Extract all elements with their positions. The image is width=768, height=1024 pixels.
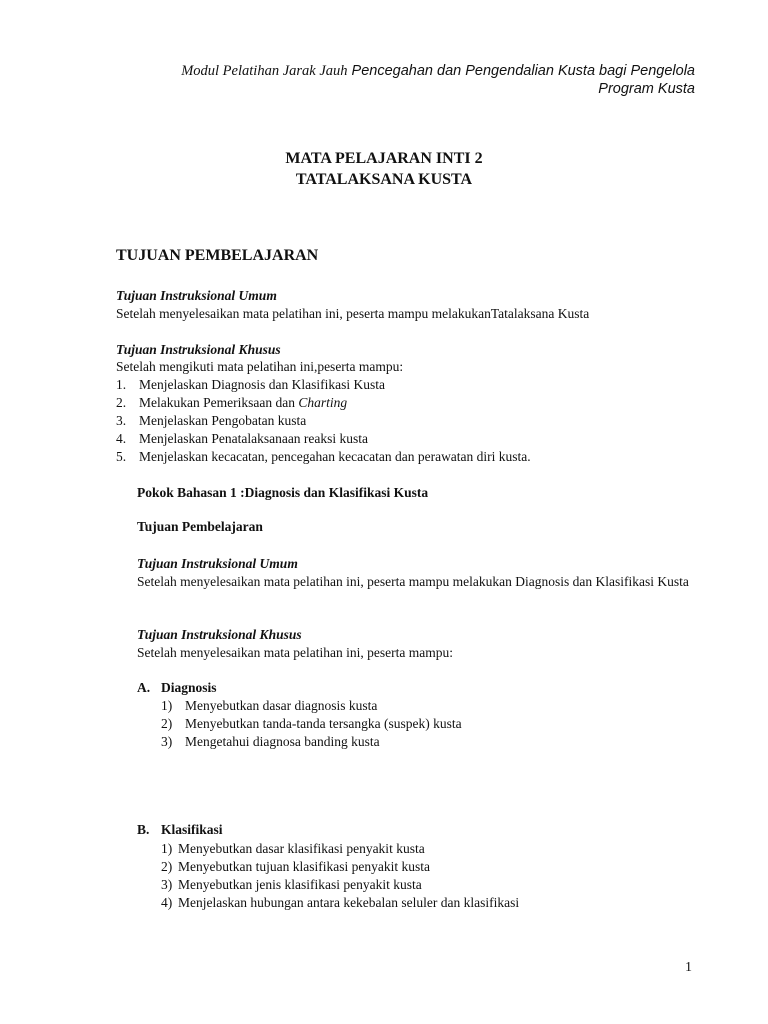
list-item [161,858,519,876]
pokok-umum-heading: Tujuan Instruksional Umum [137,556,298,571]
tujuan-heading: TUJUAN PEMBELAJARAN [116,247,319,264]
section-b-letter: B. [137,822,150,837]
list-item [116,394,531,412]
item-text: Menyebutkan tanda-tanda tersangka (suspek) kusta [185,716,462,731]
item-number: 1) [161,841,173,856]
running-header [95,62,695,98]
list-item [116,376,531,394]
list-item [161,840,519,858]
item-text: Menyebutkan jenis klasifikasi penyakit kusta [178,877,422,892]
list-item [116,412,531,430]
item-number: 5. [116,449,127,464]
list-item [161,697,462,715]
list-item [161,733,462,751]
item-number: 2) [161,859,173,874]
item-number: 3) [161,877,173,892]
list-item [116,448,531,466]
title-line1: MATA PELAJARAN INTI 2 [285,150,483,167]
item-number: 1. [116,377,127,392]
section-a-heading [137,680,217,696]
item-text: Menjelaskan kecacatan, pencegahan kecacatan dan perawatan diri kusta. [139,449,531,464]
item-text: Menyebutkan tujuan klasifikasi penyakit kusta [178,859,430,874]
item-text: Mengetahui diagnosa banding kusta [185,734,380,749]
pokok-tujuan-heading: Tujuan Pembelajaran [137,519,263,534]
tujuan-khusus-intro: Setelah mengikuti mata pelatihan ini,peserta mampu: [116,359,404,374]
item-text: Melakukan Pemeriksaan dan [139,395,299,410]
pokok-khusus-heading: Tujuan Instruksional Khusus [137,627,302,642]
item-number: 2. [116,395,127,410]
section-b-heading [137,822,223,838]
item-text: Menyebutkan dasar klasifikasi penyakit kusta [178,841,425,856]
pokok-umum-text: Setelah menyelesaikan mata pelatihan ini, peserta mampu melakukan Diagnosis dan Klasifikasi Kusta [137,574,689,589]
section-a-list [161,697,462,751]
tujuan-khusus-list [116,376,531,466]
item-number: 3. [116,413,127,428]
item-text: Menyebutkan dasar diagnosis kusta [185,698,378,713]
tujuan-khusus-heading: Tujuan Instruksional Khusus [116,342,281,357]
pokok-bahasan-heading: Pokok Bahasan 1 :Diagnosis dan Klasifikasi Kusta [137,485,429,500]
page-number: 1 [685,960,692,975]
item-text: Menjelaskan Pengobatan kusta [139,413,307,428]
header-serif-text: Modul Pelatihan Jarak Jauh [181,63,348,79]
list-item [116,430,531,448]
item-italic-text: Charting [298,395,348,410]
item-number: 3) [161,734,173,749]
title-line2: TATALAKSANA KUSTA [295,171,473,188]
header-line2: Program Kusta [598,81,695,97]
section-b-title: Klasifikasi [161,822,223,837]
list-item [161,715,462,733]
item-text: Menjelaskan hubungan antara kekebalan seluler dan klasifikasi [178,895,520,910]
tujuan-umum-heading: Tujuan Instruksional Umum [116,288,277,303]
section-a-title: Diagnosis [161,680,217,695]
list-item [161,876,519,894]
list-item [161,894,519,912]
section-b-list [161,840,519,912]
item-number: 1) [161,698,173,713]
item-text: Menjelaskan Diagnosis dan Klasifikasi Kusta [139,377,385,392]
section-a-letter: A. [137,680,151,695]
tujuan-umum-text: Setelah menyelesaikan mata pelatihan ini, peserta mampu melakukanTatalaksana Kusta [116,306,590,321]
item-text: Menjelaskan Penatalaksanaan reaksi kusta [139,431,369,446]
item-number: 4) [161,895,173,910]
item-number: 4. [116,431,127,446]
header-sans-text: Pencegahan dan Pengendalian Kusta bagi Pengelola [347,63,695,79]
pokok-khusus-intro: Setelah menyelesaikan mata pelatihan ini, peserta mampu: [137,645,454,660]
item-number: 2) [161,716,173,731]
